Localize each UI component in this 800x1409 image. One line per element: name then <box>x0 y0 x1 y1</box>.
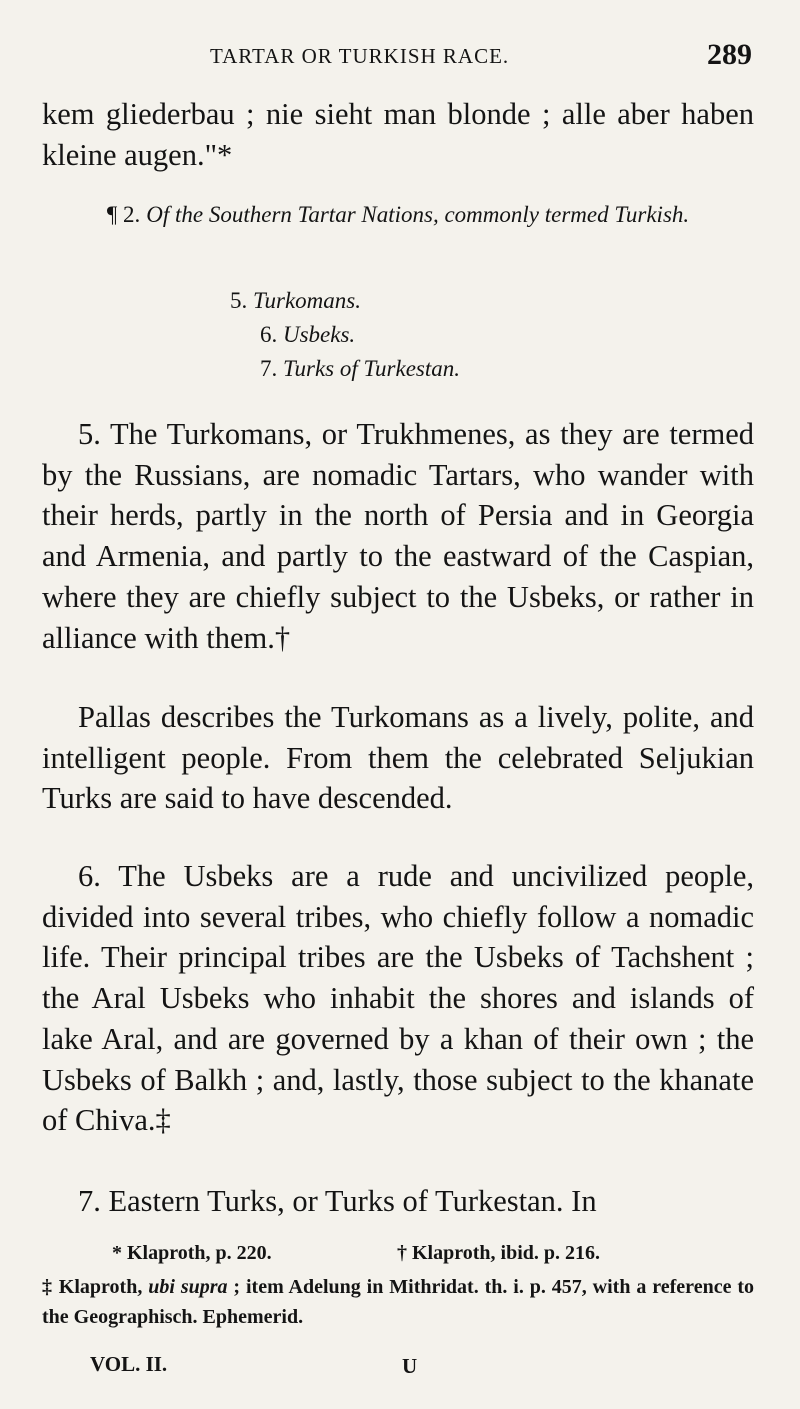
signature-mark: U <box>402 1354 418 1378</box>
paragraph-pallas: Pallas describes the Turkomans as a lively, polite, and intelligent people. From them the celebrated Seljukian Turks are said to have descended. <box>42 700 754 816</box>
section-heading <box>42 198 754 231</box>
footnote-star: * Klaproth, p. 220. <box>112 1242 272 1264</box>
paragraph-eastern-turks: 7. Eastern Turks, or Turks of Turkestan. In <box>78 1184 597 1218</box>
list-item: 5. Turkomans. <box>230 288 361 313</box>
volume-label: VOL. II. <box>90 1352 168 1376</box>
footnote-dagger: † Klaproth, ibid. p. 216. <box>397 1242 601 1264</box>
page-header <box>0 38 800 78</box>
paragraph-usbeks: 6. The Usbeks are a rude and uncivilized people, divided into several tribes, who chiefly follow a nomadic life. Their principal tribes are the Usbeks of Tachshent ; the Aral Usbeks who inhabit the shores and islands of lake Aral, and are governed by a khan of their own ; the Usbeks of Balkh ; and, lastly, those subject to the khanate of Chiva.‡ <box>42 859 754 1138</box>
footnote-double-dagger: ‡ Klaproth, ubi supra ; item Adelung in Mithridat. th. i. p. 457, with a reference to the Geographisch. Ephemerid. <box>42 1276 755 1328</box>
list-item: 6. Usbeks. <box>260 322 356 347</box>
section-mark: ¶ 2. <box>106 202 141 227</box>
paragraph-turkomans: 5. The Turkomans, or Trukhmenes, as they are termed by the Russians, are nomadic Tartars, who wander with their herds, partly in the north of Persia and in Georgia and Armenia, and partly to the eastward of the Caspian, where they are chiefly subject to the Usbeks, or rather in alliance with them.† <box>42 417 754 655</box>
running-title: TARTAR OR TURKISH RACE. <box>210 44 510 68</box>
footnotes <box>42 1238 754 1332</box>
page-number: 289 <box>707 38 752 71</box>
section-contents-list <box>230 284 630 386</box>
continuation-paragraph: kem gliederbau ; nie sieht man blonde ; alle aber haben kleine augen."* <box>42 97 754 172</box>
list-item: 7. Turks of Turkestan. <box>260 356 461 381</box>
page-footer <box>0 1352 800 1382</box>
section-title: Of the Southern Tartar Nations, commonly termed Turkish. <box>146 202 690 227</box>
